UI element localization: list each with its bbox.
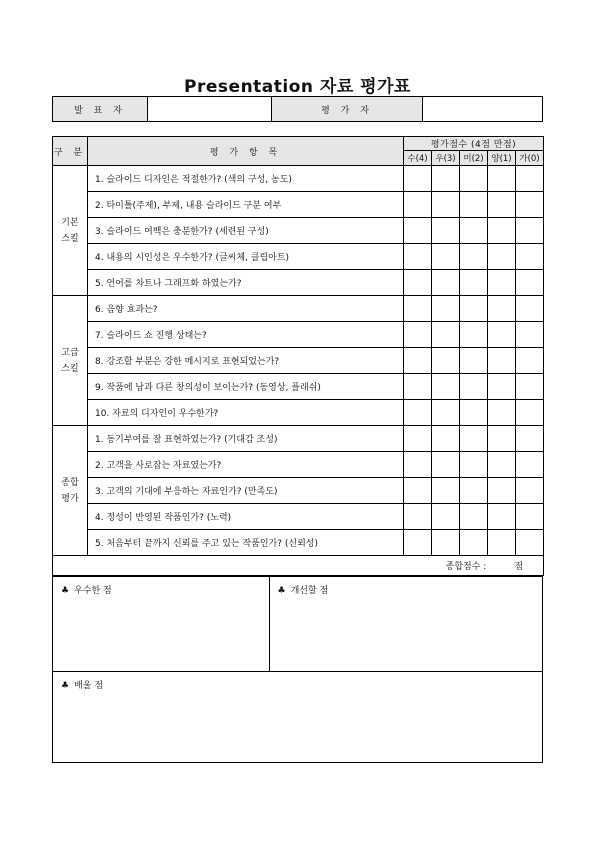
total-score-label: 종합점수 : xyxy=(445,562,487,572)
table-row xyxy=(53,452,544,478)
score-cell[interactable] xyxy=(404,452,432,478)
score-cell[interactable] xyxy=(460,218,488,244)
total-score-unit: 점 xyxy=(514,562,524,572)
score-cell[interactable] xyxy=(460,192,488,218)
score-cell[interactable] xyxy=(516,426,544,452)
score-cell[interactable] xyxy=(516,374,544,400)
score-cell[interactable] xyxy=(488,218,516,244)
score-cell[interactable] xyxy=(460,504,488,530)
score-cell[interactable] xyxy=(460,400,488,426)
score-cell[interactable] xyxy=(404,478,432,504)
score-cell[interactable] xyxy=(488,426,516,452)
evaluation-item: 6. 음향 효과는? xyxy=(88,296,404,322)
score-cell[interactable] xyxy=(516,296,544,322)
score-cell[interactable] xyxy=(516,504,544,530)
score-cell[interactable] xyxy=(432,478,460,504)
score-cell[interactable] xyxy=(488,296,516,322)
lessons-box[interactable] xyxy=(52,671,543,763)
strengths-label: 우수한 점 xyxy=(74,586,112,596)
score-level-header: 수(4) xyxy=(404,151,432,166)
category-cell xyxy=(53,166,88,296)
score-cell[interactable] xyxy=(404,322,432,348)
score-cell[interactable] xyxy=(460,530,488,556)
score-cell[interactable] xyxy=(432,270,460,296)
score-cell[interactable] xyxy=(432,296,460,322)
score-cell[interactable] xyxy=(432,400,460,426)
score-level-header: 가(0) xyxy=(516,151,544,166)
score-cell[interactable] xyxy=(404,530,432,556)
total-score-cell[interactable] xyxy=(53,556,544,576)
score-cell[interactable] xyxy=(404,192,432,218)
category-label: 스킬 xyxy=(61,363,79,374)
score-cell[interactable] xyxy=(404,504,432,530)
evaluation-item: 5. 처음부터 끝까지 신뢰를 주고 있는 작품인가? (신뢰성) xyxy=(88,530,404,556)
improvements-label: 개선할 점 xyxy=(290,586,329,596)
score-cell[interactable] xyxy=(516,270,544,296)
score-cell[interactable] xyxy=(460,374,488,400)
score-cell[interactable] xyxy=(432,374,460,400)
score-cell[interactable] xyxy=(488,374,516,400)
category-header: 구 분 xyxy=(53,137,88,166)
score-cell[interactable] xyxy=(516,244,544,270)
score-cell[interactable] xyxy=(460,348,488,374)
items-header: 평 가 항 목 xyxy=(88,137,404,166)
score-level-header: 우(3) xyxy=(432,151,460,166)
score-cell[interactable] xyxy=(432,322,460,348)
score-cell[interactable] xyxy=(432,192,460,218)
score-cell[interactable] xyxy=(404,244,432,270)
score-cell[interactable] xyxy=(404,296,432,322)
score-cell[interactable] xyxy=(488,270,516,296)
evaluator-field[interactable] xyxy=(423,97,543,122)
table-row xyxy=(53,244,544,270)
page-title: Presentation 자료 평가표 xyxy=(184,77,411,97)
evaluation-item: 4. 정성이 반영된 작품인가? (노력) xyxy=(88,504,404,530)
category-label: 종합 xyxy=(61,477,79,488)
evaluation-item: 4. 내용의 시인성은 우수한가? (글씨체, 클립아트) xyxy=(88,244,404,270)
club-suit-icon: ♣ xyxy=(277,586,286,596)
score-cell[interactable] xyxy=(432,348,460,374)
score-cell[interactable] xyxy=(460,452,488,478)
table-row xyxy=(53,504,544,530)
club-suit-icon: ♣ xyxy=(61,586,70,596)
score-cell[interactable] xyxy=(488,166,516,192)
score-cell[interactable] xyxy=(488,322,516,348)
evaluation-item: 10. 자료의 디자인이 우수한가? xyxy=(88,400,404,426)
category-cell xyxy=(53,426,88,556)
score-cell[interactable] xyxy=(488,192,516,218)
score-level-header: 양(1) xyxy=(488,151,516,166)
score-cell[interactable] xyxy=(432,426,460,452)
score-cell[interactable] xyxy=(516,478,544,504)
table-row xyxy=(53,322,544,348)
score-cell[interactable] xyxy=(404,218,432,244)
score-cell[interactable] xyxy=(488,504,516,530)
score-cell[interactable] xyxy=(404,426,432,452)
category-label: 고급 xyxy=(61,347,79,358)
info-table xyxy=(52,96,543,122)
score-cell[interactable] xyxy=(460,478,488,504)
category-label: 평가 xyxy=(61,493,79,504)
score-cell[interactable] xyxy=(488,478,516,504)
table-row xyxy=(53,530,544,556)
score-cell[interactable] xyxy=(404,348,432,374)
score-cell[interactable] xyxy=(404,270,432,296)
evaluation-table xyxy=(52,136,544,576)
score-cell[interactable] xyxy=(488,348,516,374)
score-cell[interactable] xyxy=(460,322,488,348)
evaluation-item: 9. 작품에 남과 다른 창의성이 보이는가? (동영상, 플래쉬) xyxy=(88,374,404,400)
score-cell[interactable] xyxy=(516,400,544,426)
score-cell[interactable] xyxy=(516,192,544,218)
score-cell[interactable] xyxy=(488,244,516,270)
table-row xyxy=(53,218,544,244)
table-row xyxy=(53,166,544,192)
evaluation-item: 3. 고객의 기대에 부응하는 자료인가? (만족도) xyxy=(88,478,404,504)
score-cell[interactable] xyxy=(404,374,432,400)
table-row xyxy=(53,270,544,296)
score-group-header: 평가점수 (4점 만점) xyxy=(404,137,544,151)
evaluation-item: 2. 고객을 사로잡는 자료였는가? xyxy=(88,452,404,478)
score-cell[interactable] xyxy=(488,400,516,426)
improvements-box[interactable] xyxy=(269,576,544,672)
evaluation-item: 1. 슬라이드 디자인은 적절한가? (색의 구성, 농도) xyxy=(88,166,404,192)
score-cell[interactable] xyxy=(432,244,460,270)
score-cell[interactable] xyxy=(460,296,488,322)
table-row xyxy=(53,296,544,322)
table-row xyxy=(53,478,544,504)
score-cell[interactable] xyxy=(432,530,460,556)
strengths-box[interactable] xyxy=(52,576,270,672)
score-cell[interactable] xyxy=(432,504,460,530)
score-cell[interactable] xyxy=(460,426,488,452)
table-row xyxy=(53,192,544,218)
club-suit-icon: ♣ xyxy=(61,680,70,691)
lessons-label: 배울 점 xyxy=(74,680,104,691)
score-cell[interactable] xyxy=(460,244,488,270)
score-cell[interactable] xyxy=(432,166,460,192)
category-cell xyxy=(53,296,88,426)
table-row xyxy=(53,400,544,426)
evaluation-item: 1. 동기부여를 잘 표현하였는가? (기대감 조성) xyxy=(88,426,404,452)
category-label: 기본 xyxy=(61,217,79,228)
score-cell[interactable] xyxy=(488,452,516,478)
score-cell[interactable] xyxy=(516,452,544,478)
table-row xyxy=(53,426,544,452)
score-cell[interactable] xyxy=(460,166,488,192)
score-cell[interactable] xyxy=(516,530,544,556)
score-cell[interactable] xyxy=(404,400,432,426)
table-row xyxy=(53,374,544,400)
evaluation-item: 3. 슬라이드 여백은 충분한가? (세련된 구성) xyxy=(88,218,404,244)
evaluation-item: 5. 언어를 차트나 그래프화 하였는가? xyxy=(88,270,404,296)
score-level-header: 미(2) xyxy=(460,151,488,166)
category-label: 스킬 xyxy=(61,233,79,244)
score-cell[interactable] xyxy=(516,322,544,348)
table-row xyxy=(53,348,544,374)
score-cell[interactable] xyxy=(488,530,516,556)
evaluation-item: 2. 타이틀(주제), 부제, 내용 슬라이드 구분 여부 xyxy=(88,192,404,218)
score-cell[interactable] xyxy=(516,218,544,244)
evaluation-item: 8. 강조할 부분은 강한 메시지로 표현되었는가? xyxy=(88,348,404,374)
score-cell[interactable] xyxy=(516,348,544,374)
score-cell[interactable] xyxy=(460,270,488,296)
score-cell[interactable] xyxy=(404,166,432,192)
score-cell[interactable] xyxy=(516,166,544,192)
evaluator-label: 평 가 자 xyxy=(272,97,423,122)
score-cell[interactable] xyxy=(432,452,460,478)
presenter-field[interactable] xyxy=(148,97,272,122)
presenter-label: 발 표 자 xyxy=(53,97,148,122)
score-cell[interactable] xyxy=(432,218,460,244)
evaluation-item: 7. 슬라이드 쇼 진행 상태는? xyxy=(88,322,404,348)
